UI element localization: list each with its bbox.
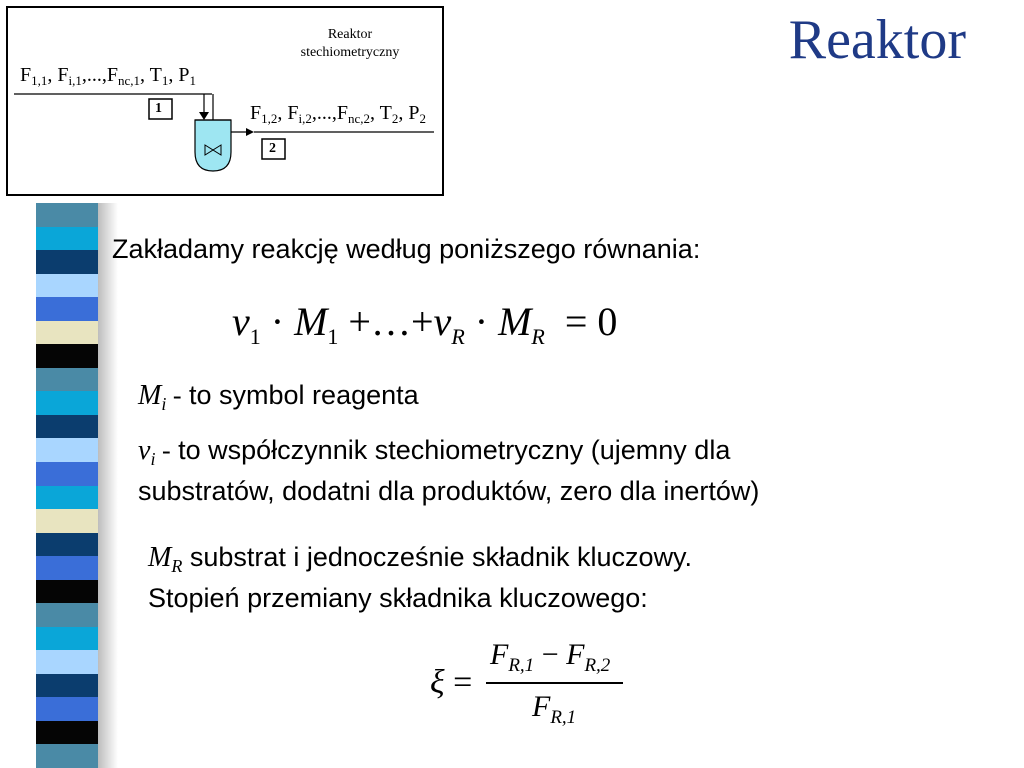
- definition-MR: [148, 540, 692, 578]
- outlet-stream-label: [250, 102, 426, 125]
- inlet-T: T: [149, 64, 162, 86]
- inlet-F-nc: F: [106, 64, 118, 86]
- eq1-plus-dots: +…+: [348, 299, 434, 344]
- outlet-sub-nc2: nc,2: [348, 111, 371, 126]
- inlet-stream-label: [20, 64, 196, 87]
- eq1-dot2: ·: [474, 299, 489, 344]
- eq2-F-den: F: [532, 690, 551, 723]
- eq2-F-num1: F: [490, 638, 509, 671]
- stripe-band: [36, 321, 98, 345]
- stream2-badge: 2: [269, 141, 276, 156]
- eq1-subR: R: [451, 324, 465, 349]
- eq1-subR-M: R: [531, 324, 545, 349]
- stripe-band: [36, 603, 98, 627]
- reactor-vessel: [195, 120, 231, 171]
- outlet-sub-t2: 2: [391, 111, 399, 126]
- stripe-band: [36, 556, 98, 580]
- outlet-sep2: ,: [370, 102, 376, 124]
- eq1-nu1: ν: [232, 299, 250, 344]
- stripe-band: [36, 368, 98, 392]
- inlet-sub-i1: i,1: [68, 73, 82, 88]
- inlet-dots: ,...,: [81, 64, 107, 86]
- conversion-lhs: [430, 664, 472, 702]
- eq2-minus: −: [541, 638, 559, 671]
- MR-symbol: M: [148, 542, 172, 573]
- eq2-F-num2: F: [566, 638, 585, 671]
- outlet-P: P: [408, 102, 420, 124]
- stripe-band: [36, 674, 98, 698]
- reactor-label: [280, 26, 420, 62]
- inlet-sep3: ,: [168, 64, 174, 86]
- stripe-band: [36, 274, 98, 298]
- eq2-equals: =: [453, 664, 473, 701]
- stream1-badge: 1: [155, 101, 162, 116]
- stripe-band: [36, 509, 98, 533]
- decorative-stripe: [36, 203, 98, 768]
- inlet-sep: ,: [47, 64, 53, 86]
- conversion-denominator: [532, 690, 577, 728]
- outlet-F-nc: F: [336, 102, 348, 124]
- stripe-band: [36, 486, 98, 510]
- outlet-sub-12: 1,2: [261, 111, 278, 126]
- stripe-band: [36, 250, 98, 274]
- reaction-equation: [232, 298, 617, 352]
- eq2-xi: ξ: [430, 664, 445, 701]
- stripe-band: [36, 627, 98, 651]
- stripe-band: [36, 650, 98, 674]
- vi-text-line1: to współczynnik stechiometryczny (ujemny dla: [170, 435, 731, 465]
- outlet-sep3: ,: [398, 102, 404, 124]
- inlet-sep2: ,: [140, 64, 146, 86]
- eq2-sub-R2-num: R,2: [584, 655, 611, 676]
- vi-sub: i: [150, 449, 156, 469]
- outlet-sub-i2: i,2: [298, 111, 312, 126]
- eq1-dot1: ·: [270, 299, 285, 344]
- eq1-M1: M: [294, 299, 328, 344]
- outlet-F: F: [250, 102, 262, 124]
- eq2-sub-R1-den: R,1: [550, 707, 577, 728]
- inlet-sub-nc1: nc,1: [118, 73, 141, 88]
- stripe-band: [36, 438, 98, 462]
- stripe-band: [36, 391, 98, 415]
- definition-vi: [138, 433, 730, 471]
- eq1-MR: M: [498, 299, 532, 344]
- inlet-F: F: [20, 64, 32, 86]
- feed-arrow-icon: [199, 112, 209, 120]
- stripe-band: [36, 203, 98, 227]
- inlet-P: P: [178, 64, 190, 86]
- Mi-text: to symbol reagenta: [181, 380, 419, 410]
- fraction-bar: [486, 682, 623, 684]
- eq1-sub1: 1: [249, 324, 261, 349]
- eq1-sub1-M: 1: [327, 324, 339, 349]
- outlet-dots: ,...,: [311, 102, 337, 124]
- reactor-diagram: [6, 6, 444, 196]
- Mi-symbol: M: [138, 380, 162, 411]
- outlet-T: T: [379, 102, 392, 124]
- stripe-band: [36, 744, 98, 768]
- inlet-sub-p1: 1: [189, 73, 197, 88]
- vi-symbol: ν: [138, 435, 151, 466]
- inlet-sub-t1: 1: [161, 73, 169, 88]
- stripe-band: [36, 415, 98, 439]
- eq2-sub-R1-num: R,1: [508, 655, 535, 676]
- outlet-arrow-icon: [246, 128, 254, 136]
- Mi-sub: i: [161, 394, 167, 414]
- stripe-band: [36, 297, 98, 321]
- outlet-sub-p2: 2: [419, 111, 427, 126]
- stripe-band: [36, 344, 98, 368]
- stripe-shadow: [98, 203, 118, 768]
- outlet-sep: ,: [277, 102, 283, 124]
- stripe-band: [36, 462, 98, 486]
- Mi-dash: -: [166, 381, 182, 410]
- definition-MR-line2: Stopień przemiany składnika kluczowego:: [148, 583, 648, 613]
- reactor-label-line1: Reaktor: [327, 27, 373, 42]
- intro-text: Zakładamy reakcję według poniższego równania:: [112, 234, 701, 264]
- vi-dash: -: [155, 436, 171, 465]
- inlet-F-i: F: [57, 64, 69, 86]
- reactor-label-line2: stechiometryczny: [300, 45, 400, 60]
- outlet-F-i: F: [287, 102, 299, 124]
- definition-Mi: [138, 378, 419, 416]
- stripe-band: [36, 697, 98, 721]
- eq1-equals-zero: = 0: [564, 299, 618, 344]
- stripe-band: [36, 533, 98, 557]
- stripe-band: [36, 580, 98, 604]
- stripe-band: [36, 227, 98, 251]
- MR-sub: R: [171, 556, 183, 576]
- stripe-band: [36, 721, 98, 745]
- eq1-nuR: ν: [433, 299, 452, 344]
- inlet-sub-11: 1,1: [31, 73, 48, 88]
- definition-vi-line2: substratów, dodatni dla produktów, zero dla inertów): [138, 476, 760, 506]
- conversion-numerator: [490, 638, 611, 676]
- slide-title: Reaktor: [788, 9, 966, 71]
- MR-text-line1: substrat i jednocześnie składnik kluczowy.: [182, 542, 693, 572]
